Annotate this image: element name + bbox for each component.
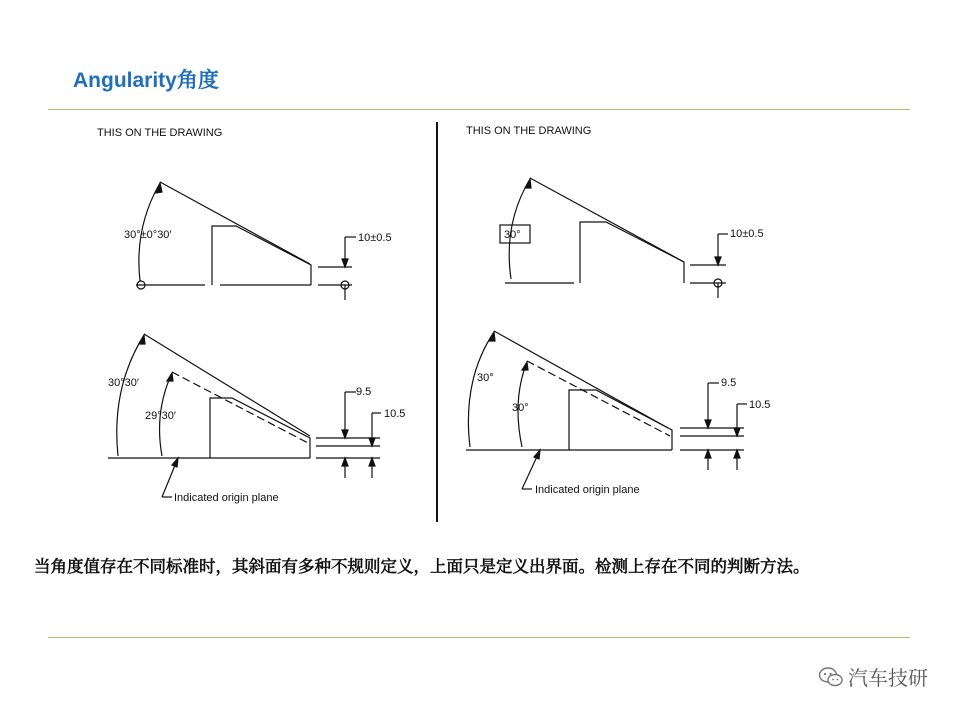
left-top-dim: 10±0.5 (358, 232, 392, 244)
watermark-text: 汽车技研 (848, 668, 928, 690)
left-bottom-outer-angle: 30°30′ (108, 377, 139, 389)
left-origin-label: Indicated origin plane (174, 492, 279, 504)
right-panel (466, 125, 770, 496)
slide-title: Angularity角度 (73, 69, 219, 92)
left-bottom-dim-upper: 9.5 (356, 386, 372, 398)
right-bottom-dim-upper: 9.5 (721, 377, 737, 389)
right-origin-label: Indicated origin plane (535, 484, 640, 496)
right-bottom-inner-angle: 30° (512, 402, 529, 414)
right-bottom-outer-angle: 30° (477, 372, 494, 384)
slide-body-text: 当角度值存在不同标准时，其斜面有多种不规则定义，上面只是定义出界面。检测上存在不同的判断方法。 (34, 557, 810, 576)
left-bottom-dim-lower: 10.5 (384, 408, 406, 420)
left-header: THIS ON THE DRAWING (97, 127, 223, 139)
right-header: THIS ON THE DRAWING (466, 125, 592, 137)
bottom-divider (48, 637, 910, 638)
right-top-angle: 30° (504, 229, 521, 241)
wechat-icon (818, 666, 844, 688)
right-top-dim: 10±0.5 (730, 228, 764, 240)
left-top-angle: 30°±0°30′ (124, 229, 172, 241)
watermark (818, 662, 928, 691)
left-bottom-inner-angle: 29°30′ (145, 410, 176, 422)
left-panel (97, 127, 405, 504)
right-bottom-dim-lower: 10.5 (749, 399, 771, 411)
